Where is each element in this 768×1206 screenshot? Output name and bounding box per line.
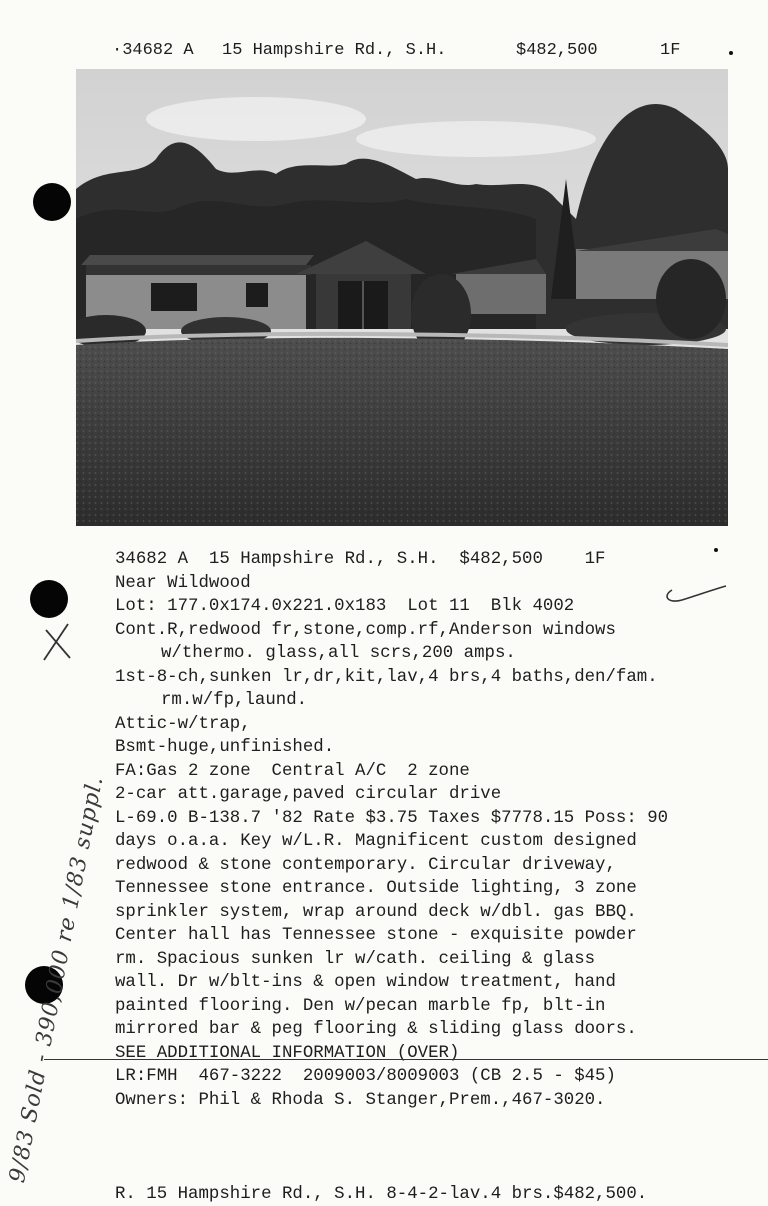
listing-line: redwood & stone contemporary. Circular driveway, xyxy=(115,855,616,875)
handwritten-x-icon xyxy=(40,620,74,664)
listing-line: Cont.R,redwood fr,stone,comp.rf,Anderson windows xyxy=(115,620,616,640)
footer-summary: R. 15 Hampshire Rd., S.H. 8-4-2-lav.4 brs.$482,500. xyxy=(115,1185,648,1204)
margin-dot xyxy=(729,51,733,55)
listing-line: 34682 A 15 Hampshire Rd., S.H. $482,500 1F xyxy=(115,550,606,569)
punch-hole xyxy=(33,183,71,221)
listing-line: 1st-8-ch,sunken lr,dr,kit,lav,4 brs,4 baths,den/fam. xyxy=(115,667,658,687)
listing-line: Near Wildwood xyxy=(115,573,251,593)
divider-rule xyxy=(44,1059,768,1060)
listing-line: 2-car att.garage,paved circular drive xyxy=(115,785,502,804)
handwritten-note: 9/83 Sold - 390,000 re 1/83 suppl. xyxy=(5,773,109,1185)
listing-line: mirrored bar & peg flooring & sliding glass doors. xyxy=(115,1020,637,1039)
house-photo xyxy=(76,69,728,526)
listing-line: rm.w/fp,laund. xyxy=(161,691,308,710)
listing-header xyxy=(0,40,768,62)
listing-line: w/thermo. glass,all scrs,200 amps. xyxy=(161,644,516,663)
listing-line: Bsmt-huge,unfinished. xyxy=(115,738,335,757)
listing-line: Lot: 177.0x174.0x221.0x183 Lot 11 Blk 4002 xyxy=(115,597,575,616)
check-mark-icon xyxy=(660,582,730,610)
listing-line: Owners: Phil & Rhoda S. Stanger,Prem.,467-3020. xyxy=(115,1090,606,1110)
listing-line: rm. Spacious sunken lr w/cath. ceiling & glass xyxy=(115,949,596,969)
listing-see-additional: SEE ADDITIONAL INFORMATION (OVER) xyxy=(115,1043,460,1063)
listing-line: FA:Gas 2 zone Central A/C 2 zone xyxy=(115,761,470,781)
listing-line: painted flooring. Den w/pecan marble fp, blt-in xyxy=(115,996,606,1016)
house-photo-drawing xyxy=(76,69,728,526)
header-price: $482,500 xyxy=(516,41,598,60)
header-code: 1F xyxy=(660,41,681,60)
listing-line: Tennessee stone entrance. Outside lighting, 3 zone xyxy=(115,879,637,898)
listing-details xyxy=(115,548,755,1112)
listing-line: Center hall has Tennessee stone - exquisite powder xyxy=(115,926,637,945)
listing-line: days o.a.a. Key w/L.R. Magnificent custom designed xyxy=(115,832,637,851)
listing-line: LR:FMH 467-3222 2009003/8009003 (CB 2.5 - $45) xyxy=(115,1067,616,1086)
header-listing-number: ·34682 A xyxy=(112,41,194,60)
header-address: 15 Hampshire Rd., S.H. xyxy=(222,41,447,60)
listing-line: Attic-w/trap, xyxy=(115,714,251,734)
punch-hole xyxy=(30,580,68,618)
listing-line: L-69.0 B-138.7 '82 Rate $3.75 Taxes $7778.15 Poss: 90 xyxy=(115,808,669,828)
listing-line: sprinkler system, wrap around deck w/dbl. gas BBQ. xyxy=(115,902,637,922)
listing-line: wall. Dr w/blt-ins & open window treatment, hand xyxy=(115,973,616,992)
